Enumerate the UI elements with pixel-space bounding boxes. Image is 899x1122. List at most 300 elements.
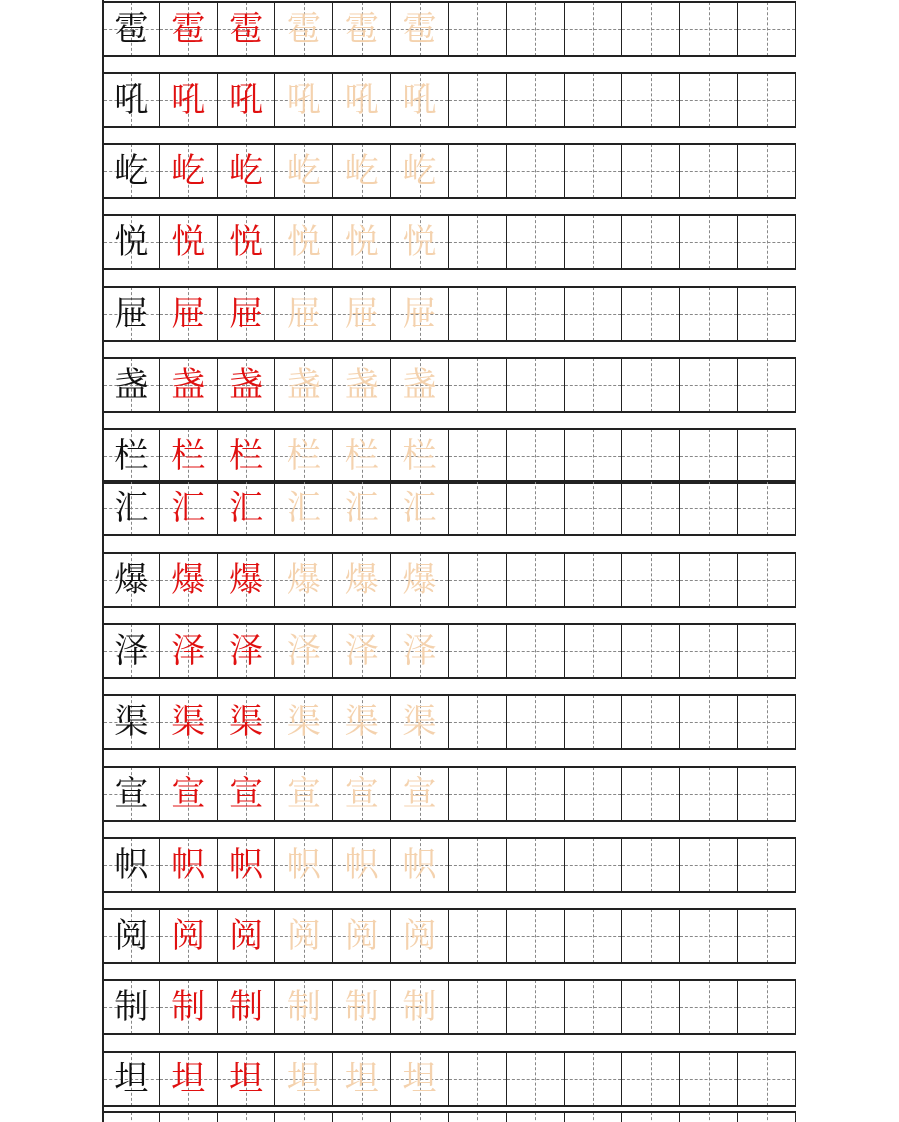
blank-writing-cell[interactable] — [622, 358, 680, 412]
blank-writing-cell[interactable] — [565, 287, 623, 341]
trace-character: 爆 — [286, 560, 321, 600]
model-character: 制 — [114, 987, 149, 1027]
trace-character: 汇 — [402, 488, 437, 528]
trace-char-cell — [275, 287, 333, 341]
trace-char-cell — [333, 980, 391, 1034]
trace-char-cell — [391, 481, 449, 535]
trace-char-cell — [160, 909, 218, 963]
blank-writing-cell[interactable] — [507, 73, 565, 127]
trace-char-cell — [333, 481, 391, 535]
trace-char-cell — [333, 144, 391, 198]
blank-writing-cell[interactable] — [449, 624, 507, 678]
blank-writing-cell[interactable] — [622, 980, 680, 1034]
practice-row — [102, 1052, 796, 1106]
trace-char-cell — [333, 695, 391, 749]
blank-writing-cell[interactable] — [565, 481, 623, 535]
practice-row — [102, 624, 796, 678]
trace-char-cell — [218, 553, 276, 607]
practice-row — [102, 358, 796, 412]
blank-writing-cell[interactable] — [622, 481, 680, 535]
trace-character: 悦 — [286, 222, 321, 262]
trace-char-cell — [391, 144, 449, 198]
blank-writing-cell[interactable] — [449, 2, 507, 56]
trace-character: 阅 — [171, 916, 206, 956]
blank-writing-cell[interactable] — [738, 2, 796, 56]
blank-writing-cell[interactable] — [449, 909, 507, 963]
model-character: 爆 — [114, 560, 149, 600]
blank-writing-cell[interactable] — [449, 767, 507, 821]
blank-writing-cell[interactable] — [680, 358, 738, 412]
blank-writing-cell[interactable] — [565, 909, 623, 963]
trace-character: 屹 — [229, 151, 264, 191]
trace-character: 泽 — [171, 631, 206, 671]
blank-writing-cell[interactable] — [507, 553, 565, 607]
blank-writing-cell[interactable] — [738, 909, 796, 963]
trace-character: 雹 — [286, 9, 321, 49]
blank-writing-cell[interactable] — [449, 287, 507, 341]
blank-writing-cell[interactable] — [449, 73, 507, 127]
blank-writing-cell[interactable] — [565, 144, 623, 198]
trace-character: 渠 — [344, 702, 379, 742]
trace-character: 雹 — [344, 9, 379, 49]
practice-row — [102, 909, 796, 963]
trace-char-cell — [218, 695, 276, 749]
trace-char-cell — [275, 767, 333, 821]
trace-character: 汇 — [286, 488, 321, 528]
blank-writing-cell[interactable] — [449, 481, 507, 535]
trace-char-cell — [160, 980, 218, 1034]
blank-writing-cell[interactable] — [507, 838, 565, 892]
blank-writing-cell[interactable] — [507, 980, 565, 1034]
blank-writing-cell[interactable] — [565, 838, 623, 892]
blank-writing-cell[interactable] — [565, 1052, 623, 1106]
blank-writing-cell[interactable] — [738, 767, 796, 821]
blank-writing-cell[interactable] — [738, 481, 796, 535]
blank-writing-cell[interactable] — [622, 2, 680, 56]
trace-character: 帜 — [171, 845, 206, 885]
trace-char-cell — [218, 429, 276, 483]
trace-character: 帜 — [286, 845, 321, 885]
trace-character: 渠 — [286, 702, 321, 742]
blank-writing-cell[interactable] — [680, 980, 738, 1034]
trace-character: 吼 — [286, 80, 321, 120]
blank-writing-cell[interactable] — [738, 358, 796, 412]
blank-writing-cell[interactable] — [738, 553, 796, 607]
trace-char-cell — [275, 838, 333, 892]
blank-writing-cell[interactable] — [738, 695, 796, 749]
trace-character: 屉 — [344, 294, 379, 334]
blank-writing-cell[interactable] — [449, 838, 507, 892]
trace-character: 吼 — [229, 80, 264, 120]
model-char-cell — [102, 695, 160, 749]
model-character: 帜 — [114, 845, 149, 885]
trace-character: 泽 — [344, 631, 379, 671]
blank-writing-cell[interactable] — [565, 695, 623, 749]
trace-char-cell — [218, 980, 276, 1034]
trace-char-cell — [275, 215, 333, 269]
blank-writing-cell[interactable] — [738, 144, 796, 198]
blank-writing-cell[interactable] — [507, 481, 565, 535]
trace-character: 宣 — [286, 774, 321, 814]
trace-char-cell — [218, 2, 276, 56]
practice-row — [102, 553, 796, 607]
trace-char-cell — [333, 73, 391, 127]
trace-character: 制 — [171, 987, 206, 1027]
blank-writing-cell[interactable] — [738, 980, 796, 1034]
model-char-cell — [102, 980, 160, 1034]
blank-writing-cell[interactable] — [738, 838, 796, 892]
trace-char-cell — [275, 1052, 333, 1106]
trace-char-cell — [333, 624, 391, 678]
trace-char-cell — [275, 73, 333, 127]
trace-character: 宣 — [171, 774, 206, 814]
blank-writing-cell[interactable] — [449, 144, 507, 198]
trace-character: 制 — [344, 987, 379, 1027]
trace-char-cell — [275, 429, 333, 483]
trace-character: 泽 — [286, 631, 321, 671]
trace-char-cell — [391, 73, 449, 127]
trace-char-cell — [218, 481, 276, 535]
trace-char-cell — [275, 980, 333, 1034]
blank-writing-cell — [275, 1112, 333, 1122]
trace-char-cell — [275, 909, 333, 963]
trace-char-cell — [160, 553, 218, 607]
trace-character: 盏 — [229, 365, 264, 405]
blank-writing-cell[interactable] — [507, 429, 565, 483]
model-char-cell — [102, 287, 160, 341]
trace-char-cell — [218, 624, 276, 678]
trace-char-cell — [391, 980, 449, 1034]
model-character: 坦 — [114, 1059, 149, 1099]
blank-writing-cell[interactable] — [507, 287, 565, 341]
blank-writing-cell — [565, 1112, 623, 1122]
model-char-cell — [102, 73, 160, 127]
model-character: 渠 — [114, 702, 149, 742]
practice-row — [102, 767, 796, 821]
trace-char-cell — [160, 624, 218, 678]
trace-char-cell — [160, 429, 218, 483]
trace-char-cell — [160, 287, 218, 341]
blank-writing-cell[interactable] — [680, 144, 738, 198]
practice-row — [102, 838, 796, 892]
trace-character: 栏 — [402, 436, 437, 476]
trace-char-cell — [275, 624, 333, 678]
trace-character: 吼 — [171, 80, 206, 120]
trace-character: 阅 — [229, 916, 264, 956]
trace-char-cell — [333, 429, 391, 483]
model-char-cell — [102, 909, 160, 963]
blank-writing-cell[interactable] — [738, 624, 796, 678]
practice-row — [102, 73, 796, 127]
trace-char-cell — [218, 1052, 276, 1106]
model-char-cell — [102, 767, 160, 821]
trace-character: 制 — [402, 987, 437, 1027]
trace-char-cell — [391, 2, 449, 56]
blank-writing-cell[interactable] — [507, 624, 565, 678]
blank-writing-cell[interactable] — [622, 624, 680, 678]
blank-writing-cell[interactable] — [507, 1052, 565, 1106]
blank-writing-cell[interactable] — [738, 287, 796, 341]
model-char-cell — [102, 358, 160, 412]
trace-char-cell — [333, 909, 391, 963]
model-character: 屉 — [114, 294, 149, 334]
blank-writing-cell[interactable] — [565, 215, 623, 269]
blank-writing-cell[interactable] — [680, 838, 738, 892]
trace-character: 栏 — [344, 436, 379, 476]
blank-writing-cell — [391, 1112, 449, 1122]
blank-writing-cell[interactable] — [680, 909, 738, 963]
trace-char-cell — [333, 767, 391, 821]
trace-character: 屉 — [171, 294, 206, 334]
trace-character: 屹 — [286, 151, 321, 191]
trace-char-cell — [275, 553, 333, 607]
trace-char-cell — [275, 358, 333, 412]
trace-character: 雹 — [171, 9, 206, 49]
trace-character: 汇 — [229, 488, 264, 528]
blank-writing-cell[interactable] — [565, 624, 623, 678]
trace-character: 制 — [286, 987, 321, 1027]
blank-writing-cell[interactable] — [622, 695, 680, 749]
blank-writing-cell — [622, 1112, 680, 1122]
blank-writing-cell[interactable] — [449, 358, 507, 412]
blank-writing-cell[interactable] — [622, 287, 680, 341]
blank-writing-cell[interactable] — [680, 767, 738, 821]
model-char-cell — [102, 1052, 160, 1106]
trace-char-cell — [160, 1052, 218, 1106]
blank-writing-cell — [680, 1112, 738, 1122]
model-char-cell — [102, 144, 160, 198]
trace-character: 宣 — [344, 774, 379, 814]
trace-character: 屉 — [402, 294, 437, 334]
trace-char-cell — [275, 2, 333, 56]
trace-char-cell — [218, 909, 276, 963]
trace-character: 坦 — [402, 1059, 437, 1099]
trace-character: 悦 — [229, 222, 264, 262]
model-char-cell — [102, 2, 160, 56]
trace-character: 屹 — [402, 151, 437, 191]
trace-char-cell — [333, 358, 391, 412]
practice-row — [102, 144, 796, 198]
trace-character: 盏 — [286, 365, 321, 405]
blank-writing-cell[interactable] — [622, 144, 680, 198]
blank-writing-cell[interactable] — [565, 429, 623, 483]
blank-writing-cell[interactable] — [680, 481, 738, 535]
blank-writing-cell[interactable] — [680, 1052, 738, 1106]
trace-character: 制 — [229, 987, 264, 1027]
blank-writing-cell[interactable] — [507, 2, 565, 56]
trace-character: 宣 — [229, 774, 264, 814]
model-char-cell — [102, 215, 160, 269]
model-character: 泽 — [114, 631, 149, 671]
trace-character: 帜 — [402, 845, 437, 885]
trace-character: 坦 — [344, 1059, 379, 1099]
trace-character: 雹 — [229, 9, 264, 49]
trace-character: 坦 — [229, 1059, 264, 1099]
blank-writing-cell[interactable] — [565, 73, 623, 127]
blank-writing-cell[interactable] — [507, 909, 565, 963]
model-character: 宣 — [114, 774, 149, 814]
trace-character: 阅 — [286, 916, 321, 956]
blank-writing-cell[interactable] — [622, 1052, 680, 1106]
blank-writing-cell[interactable] — [565, 358, 623, 412]
trace-char-cell — [160, 767, 218, 821]
trace-character: 帜 — [229, 845, 264, 885]
blank-writing-cell[interactable] — [622, 215, 680, 269]
blank-writing-cell[interactable] — [738, 429, 796, 483]
trace-character: 坦 — [286, 1059, 321, 1099]
blank-writing-cell[interactable] — [449, 553, 507, 607]
trace-char-cell — [391, 909, 449, 963]
trace-char-cell — [218, 144, 276, 198]
blank-writing-cell[interactable] — [680, 553, 738, 607]
blank-writing-cell[interactable] — [565, 553, 623, 607]
trace-character: 泽 — [229, 631, 264, 671]
trace-char-cell — [391, 287, 449, 341]
trace-char-cell — [160, 215, 218, 269]
practice-row — [102, 695, 796, 749]
blank-writing-cell[interactable] — [449, 980, 507, 1034]
blank-writing-cell[interactable] — [680, 215, 738, 269]
blank-writing-cell[interactable] — [622, 73, 680, 127]
blank-writing-cell[interactable] — [622, 429, 680, 483]
blank-writing-cell[interactable] — [622, 553, 680, 607]
trace-character: 栏 — [171, 436, 206, 476]
blank-writing-cell — [102, 1112, 160, 1122]
trace-character: 悦 — [344, 222, 379, 262]
trace-character: 屉 — [286, 294, 321, 334]
trace-character: 栏 — [286, 436, 321, 476]
blank-writing-cell — [449, 1112, 507, 1122]
trace-char-cell — [218, 73, 276, 127]
model-char-cell — [102, 624, 160, 678]
model-char-cell — [102, 481, 160, 535]
model-char-cell — [102, 553, 160, 607]
trace-character: 渠 — [229, 702, 264, 742]
blank-writing-cell[interactable] — [507, 215, 565, 269]
blank-writing-cell[interactable] — [507, 767, 565, 821]
blank-writing-cell[interactable] — [738, 73, 796, 127]
trace-char-cell — [333, 2, 391, 56]
partial-next-row — [102, 1112, 796, 1122]
blank-writing-cell[interactable] — [738, 1052, 796, 1106]
blank-writing-cell — [160, 1112, 218, 1122]
trace-char-cell — [275, 144, 333, 198]
trace-character: 泽 — [402, 631, 437, 671]
blank-writing-cell — [507, 1112, 565, 1122]
trace-character: 爆 — [171, 560, 206, 600]
model-character: 吼 — [114, 80, 149, 120]
blank-writing-cell[interactable] — [680, 695, 738, 749]
trace-character: 帜 — [344, 845, 379, 885]
practice-row — [102, 215, 796, 269]
trace-char-cell — [160, 144, 218, 198]
trace-char-cell — [391, 695, 449, 749]
practice-row — [102, 2, 796, 56]
blank-writing-cell[interactable] — [565, 2, 623, 56]
blank-writing-cell — [218, 1112, 276, 1122]
blank-writing-cell[interactable] — [507, 358, 565, 412]
trace-char-cell — [160, 695, 218, 749]
trace-character: 爆 — [229, 560, 264, 600]
model-character: 栏 — [114, 436, 149, 476]
blank-writing-cell[interactable] — [738, 215, 796, 269]
blank-writing-cell[interactable] — [680, 287, 738, 341]
trace-char-cell — [333, 838, 391, 892]
blank-writing-cell[interactable] — [565, 980, 623, 1034]
trace-char-cell — [333, 215, 391, 269]
trace-character: 渠 — [402, 702, 437, 742]
blank-writing-cell[interactable] — [449, 215, 507, 269]
trace-char-cell — [333, 1052, 391, 1106]
practice-row — [102, 980, 796, 1034]
blank-writing-cell[interactable] — [449, 1052, 507, 1106]
blank-writing-cell[interactable] — [680, 429, 738, 483]
trace-char-cell — [218, 767, 276, 821]
trace-char-cell — [333, 553, 391, 607]
trace-character: 栏 — [229, 436, 264, 476]
blank-writing-cell — [333, 1112, 391, 1122]
blank-writing-cell[interactable] — [507, 695, 565, 749]
trace-char-cell — [391, 553, 449, 607]
trace-char-cell — [391, 429, 449, 483]
trace-character: 阅 — [402, 916, 437, 956]
model-char-cell — [102, 838, 160, 892]
trace-character: 爆 — [402, 560, 437, 600]
blank-writing-cell[interactable] — [680, 624, 738, 678]
trace-character: 宣 — [402, 774, 437, 814]
row-border — [102, 1111, 796, 1113]
trace-char-cell — [160, 73, 218, 127]
trace-char-cell — [160, 358, 218, 412]
trace-character: 盏 — [344, 365, 379, 405]
model-character: 屹 — [114, 151, 149, 191]
trace-char-cell — [218, 838, 276, 892]
trace-character: 悦 — [402, 222, 437, 262]
blank-writing-cell[interactable] — [507, 144, 565, 198]
model-character: 阅 — [114, 916, 149, 956]
blank-writing-cell[interactable] — [680, 2, 738, 56]
blank-writing-cell[interactable] — [565, 767, 623, 821]
trace-character: 盏 — [171, 365, 206, 405]
blank-writing-cell[interactable] — [449, 695, 507, 749]
trace-char-cell — [333, 287, 391, 341]
blank-writing-cell[interactable] — [449, 429, 507, 483]
trace-character: 坦 — [171, 1059, 206, 1099]
trace-char-cell — [391, 767, 449, 821]
blank-writing-cell[interactable] — [622, 767, 680, 821]
trace-char-cell — [391, 838, 449, 892]
trace-char-cell — [218, 358, 276, 412]
trace-character: 渠 — [171, 702, 206, 742]
trace-char-cell — [218, 287, 276, 341]
blank-writing-cell[interactable] — [680, 73, 738, 127]
blank-writing-cell[interactable] — [622, 838, 680, 892]
trace-char-cell — [160, 838, 218, 892]
practice-row — [102, 481, 796, 535]
trace-char-cell — [391, 1052, 449, 1106]
trace-character: 屹 — [344, 151, 379, 191]
practice-row — [102, 287, 796, 341]
trace-char-cell — [160, 481, 218, 535]
blank-writing-cell[interactable] — [622, 909, 680, 963]
trace-char-cell — [391, 358, 449, 412]
trace-char-cell — [275, 695, 333, 749]
trace-char-cell — [391, 624, 449, 678]
trace-character: 阅 — [344, 916, 379, 956]
model-char-cell — [102, 429, 160, 483]
trace-char-cell — [275, 481, 333, 535]
practice-row — [102, 429, 796, 483]
